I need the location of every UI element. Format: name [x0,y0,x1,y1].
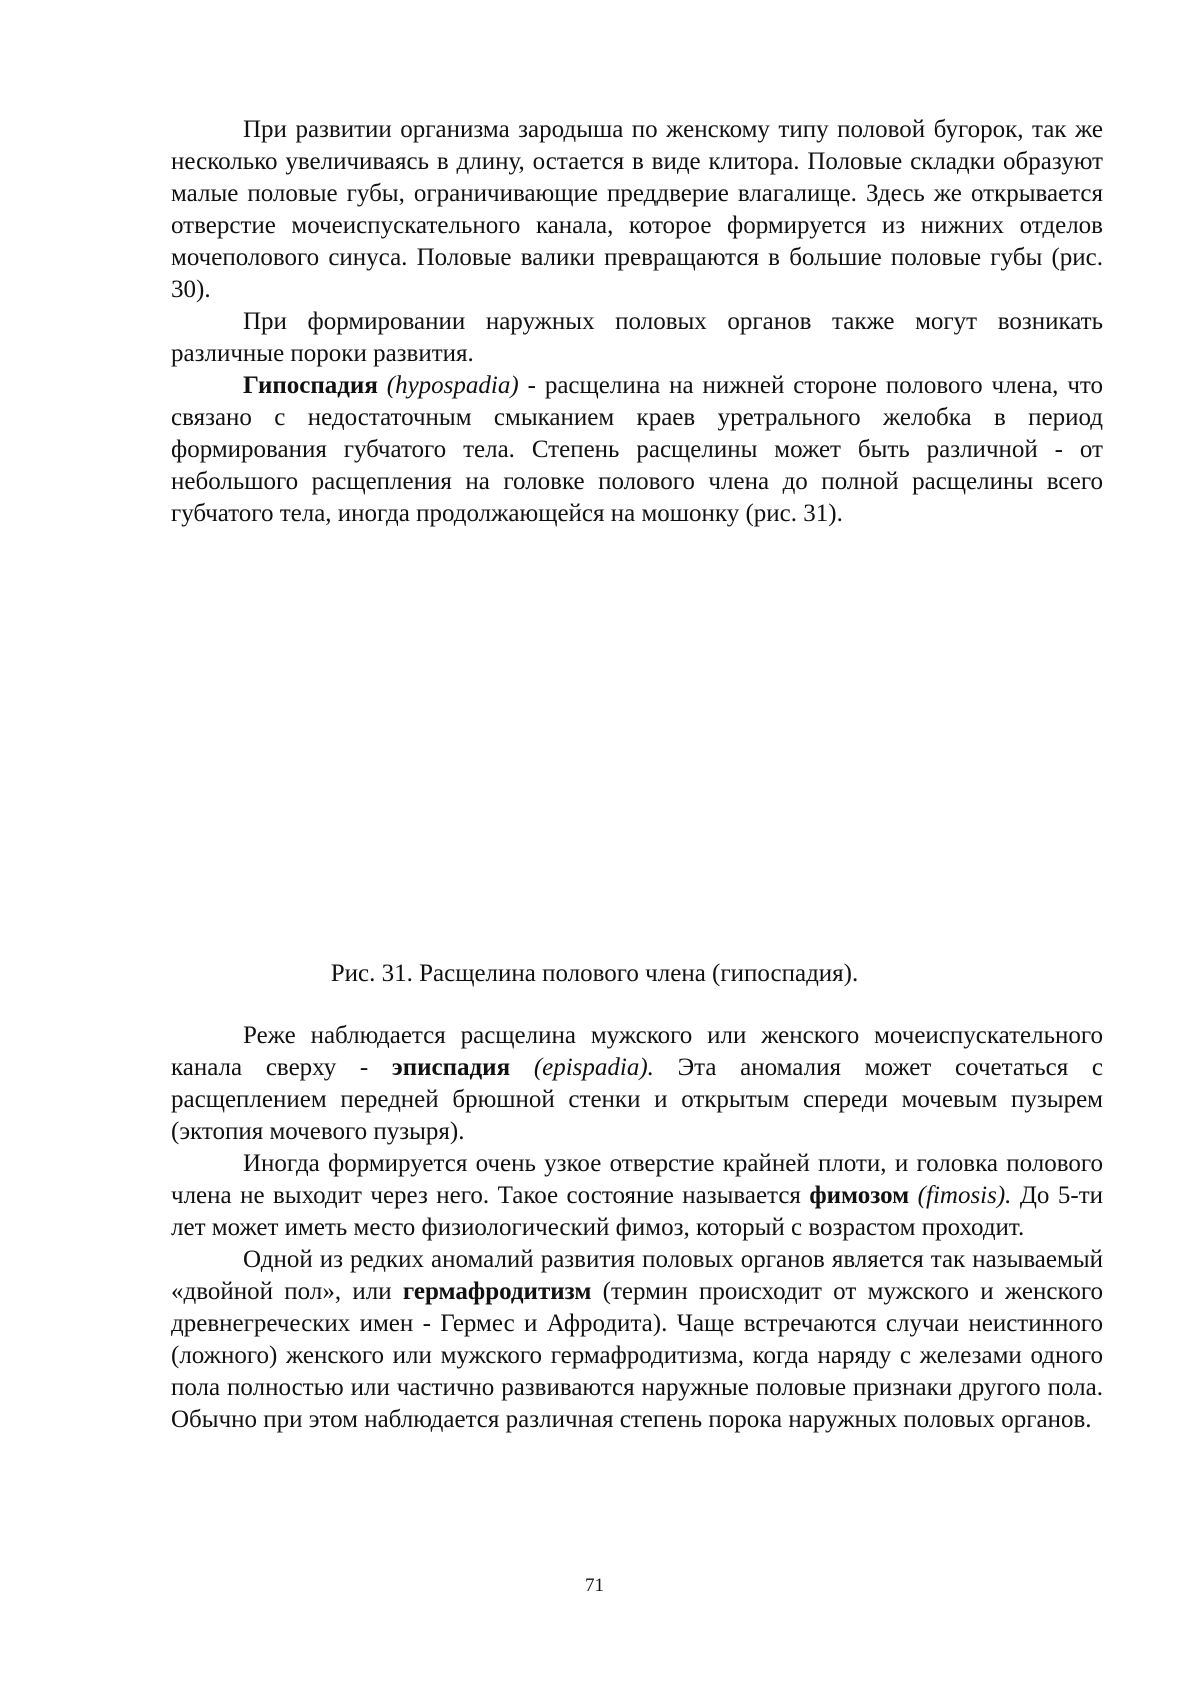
paragraph-female-development [171,114,1103,306]
term-hermaphroditism: гермафродитизм [402,1278,592,1305]
paragraph-text: Реже наблюдается расщелина мужского или женского мочеиспускательного канала сверху - [171,1022,1103,1081]
paragraph-hypospadia [171,370,1103,530]
paragraph-phimosis [171,1148,1103,1244]
paragraph-epispadia [171,1020,1103,1148]
paragraph-hermaphroditism [171,1244,1103,1436]
term-hypospadia: Гипоспадия [243,372,378,399]
paragraph-text: (термин происходит от мужского и женского древнегреческих имен - Гермес и Афродита). Чаще встречаются случаи неистинного (ложного) женского или мужского гермафродитизма, когда наряду с железами одного пола полностью или частично развиваются наружные половые признаки другого пола. Обычно при этом наблюдается различная степень порока наружных половых органов. [171,1278,1103,1433]
latin-phimosis: (fimosis). [917,1182,1012,1209]
paragraph-text: До 5-ти лет может иметь место физиологический фимоз, который с возрастом проходит. [171,1182,1103,1241]
term-phimosis: фимозом [809,1182,910,1209]
paragraph-text: Эта аномалия может сочетаться с расщеплением передней брюшной стенки и открытым спереди мочевым пузырем (эктопия мочевого пузыря). [171,1054,1103,1145]
upper-text-block [171,114,1103,530]
lower-text-block [171,1020,1103,1436]
figure-caption: Рис. 31. Расщелина полового члена (гипоспадия). [330,960,859,987]
latin-epispadia: (epispadia). [533,1054,654,1081]
figure-placeholder [171,570,1103,930]
page-number: 71 [585,1575,604,1596]
paragraph-text: При формировании наружных половых органов также могут возникать различные пороки развития. [171,308,1103,367]
term-epispadia: эписпадия [391,1054,511,1081]
paragraph-text: При развитии организма зародыша по женскому типу половой бугорок, так же несколько увеличиваясь в длину, остается в виде клитора. Половые складки образуют малые половые губы, ограничивающие преддверие влагалище. Здесь же открывается отверстие мочеиспускательного канала, которое формируется из нижних отделов мочеполового синуса. Половые валики превращаются в большие половые губы (рис. 30). [171,116,1103,303]
paragraph-text: Одной из редких аномалий развития половых органов является так называемый «двойной пол», или [171,1246,1103,1305]
paragraph-text: Иногда формируется очень узкое отверстие крайней плоти, и головка полового члена не выходит через него. Такое состояние называется [171,1150,1103,1209]
paragraph-text: - расщелина на нижней стороне полового члена, что связано с недостаточным смыканием краев уретрального желобка в период формирования губчатого тела. Степень расщелины может быть различной - от небольшого расщепления на головке полового члена до полной расщелины всего губчатого тела, иногда продолжающейся на мошонку (рис. 31). [171,372,1104,527]
paragraph-malformations-intro [171,306,1103,370]
latin-hypospadia: (hypospadia) [386,372,519,399]
